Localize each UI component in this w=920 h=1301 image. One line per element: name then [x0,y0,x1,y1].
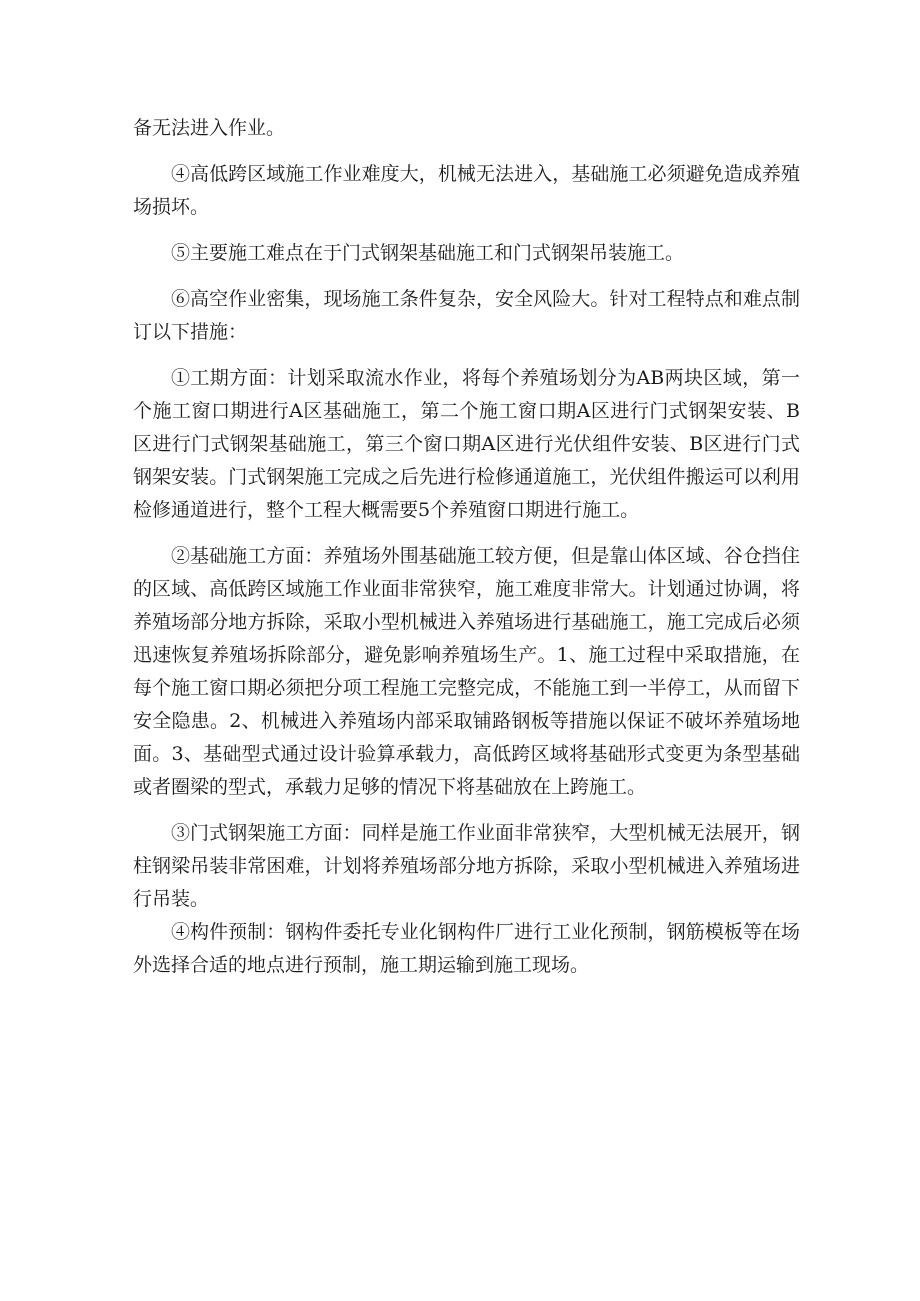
paragraph-continuation: 备无法进入作业。 [133,117,286,139]
paragraph-measure-prefabrication: ④构件预制：钢构件委托专业化钢构件厂进行工业化预制，钢筋模板等在场外选择合适的地点进行预制，施工期运输到施工现场。 [133,921,800,976]
document-page [133,112,800,995]
paragraph-difficulty-5: ⑤主要施工难点在于门式钢架基础施工和门式钢架吊装施工。 [171,242,685,264]
paragraph-measure-schedule: ①工期方面：计划采取流水作业，将每个养殖场划分为AB两块区域，第一个施工窗口期进行A区基础施工，第二个施工窗口期A区进行门式钢架安装、B区进行门式钢架基础施工，第三个窗口期A区进行光伏组件安装、B区进行门式钢架安装。门式钢架施工完成之后先进行检修通道施工，光伏组件搬运可以利用检修通道进行，整个工程大概需要5个养殖窗口期进行施工。 [133,367,800,521]
paragraph-measure-foundation: ②基础施工方面：养殖场外围基础施工较方便，但是靠山体区域、谷仓挡住的区域、高低跨区域施工作业面非常狭窄，施工难度非常大。计划通过协调，将养殖场部分地方拆除，采取小型机械进入养殖场进行基础施工，施工完成后必须迅速恢复养殖场拆除部分，避免影响养殖场生产。1、施工过程中采取措施，在每个施工窗口期必须把分项工程施工完整完成，不能施工到一半停工，从而留下安全隐患。2、机械进入养殖场内部采取铺路钢板等措施以保证不破坏养殖场地面。3、基础型式通过设计验算承载力，高低跨区域将基础形式变更为条型基础或者圈梁的型式，承载力足够的情况下将基础放在上跨施工。 [133,545,800,798]
paragraph-difficulty-6: ⑥高空作业密集，现场施工条件复杂，安全风险大。针对工程特点和难点制订以下措施： [133,288,800,343]
paragraph-difficulty-4: ④高低跨区域施工作业难度大，机械无法进入，基础施工必须避免造成养殖场损坏。 [133,163,800,218]
paragraph-measure-steel-frame: ③门式钢架施工方面：同样是施工作业面非常狭窄，大型机械无法展开，钢柱钢梁吊装非常困难，计划将养殖场部分地方拆除，采取小型机械进入养殖场进行吊装。 [133,822,800,910]
